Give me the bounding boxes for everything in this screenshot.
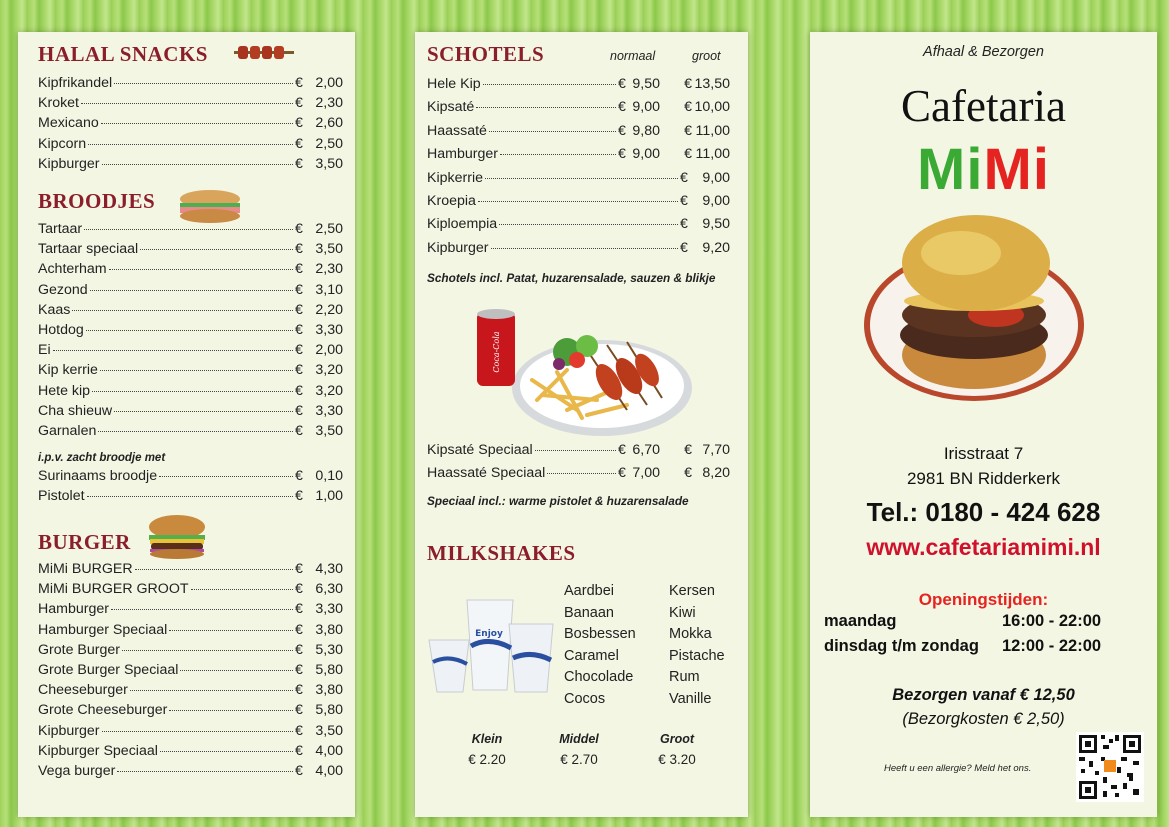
currency-symbol: € (295, 641, 303, 658)
currency-symbol: € (295, 488, 303, 505)
dot-leader (117, 771, 293, 772)
currency-symbol: € (680, 239, 688, 256)
broodjes-title: BROODJES (38, 189, 156, 213)
milkshake-size (539, 732, 619, 767)
dot-leader (160, 751, 293, 752)
schotel-price-big: 7,70 (702, 442, 730, 458)
flavors-left (564, 581, 636, 710)
currency-symbol: € (295, 722, 303, 739)
menu-item (38, 682, 343, 702)
dot-leader (483, 84, 616, 85)
delivery-cost: (Bezorgkosten € 2,50) (902, 710, 1065, 728)
dot-leader (92, 391, 293, 392)
hours-title: Openingstijden: (918, 590, 1049, 609)
menu-item-name: Ei (38, 342, 51, 359)
hours-day: maandag (824, 612, 897, 630)
menu-item-name: Hete kip (38, 382, 91, 399)
milkshake-size (637, 732, 717, 767)
milkshake-size-label: Groot (659, 732, 695, 746)
menu-item-price: 2,00 (315, 342, 343, 359)
menu-item-price: 5,30 (315, 641, 343, 658)
schotel-item (427, 170, 730, 193)
menu-item (38, 95, 343, 115)
brand-letter: M (917, 137, 967, 202)
schotel-price-big: 11,00 (695, 122, 730, 139)
currency-symbol: € (295, 422, 303, 439)
menu-item (38, 723, 343, 743)
dot-leader (102, 164, 293, 165)
schotel-name: Hamburger (427, 146, 498, 163)
menu-item-price: 1,00 (315, 488, 343, 505)
brand-letter: i (966, 137, 984, 202)
milkshake-flavor: Vanille (669, 690, 712, 707)
schotel-name: Hele Kip (427, 76, 481, 92)
broodjes-extras-list (38, 468, 343, 508)
schotel-item (427, 123, 730, 146)
delivery-minimum: Bezorgen vanaf € 12,50 (892, 686, 1075, 704)
dot-leader (547, 473, 616, 474)
burger-title: BURGER (38, 530, 131, 554)
dot-leader (130, 690, 293, 691)
menu-item-name: Hamburger Speciaal (38, 621, 168, 638)
currency-symbol: € (295, 581, 303, 598)
menu-item-price: 6,30 (315, 581, 343, 598)
menu-item-price: 4,00 (315, 742, 343, 759)
dot-leader (86, 330, 293, 331)
dot-leader (535, 450, 616, 451)
currency-symbol: € (295, 95, 303, 112)
schotel-price-normal: 9,50 (632, 76, 660, 92)
city: 2981 BN Ridderkerk (906, 469, 1061, 488)
menu-item-name: Vega burger (38, 762, 116, 779)
menu-item-name: Kipburger (38, 722, 100, 739)
website-link[interactable]: www.cafetariamimi.nl (866, 534, 1101, 560)
schotel-price-big: 8,20 (702, 465, 730, 482)
schotel-item (427, 216, 730, 239)
milkshake-flavor: Banaan (564, 604, 614, 621)
info-panel (810, 32, 1157, 817)
menu-item (38, 342, 343, 362)
dot-leader (100, 370, 293, 371)
halal-snacks-title: HALAL SNACKS (38, 42, 208, 66)
menu-item-name: Kip kerrie (38, 362, 98, 379)
milkshake-size-price: € 3.20 (658, 752, 696, 767)
allergy-note: Heeft u een allergie? Meld het ons. (884, 763, 1032, 774)
milkshake-flavor: Mokka (669, 626, 712, 642)
dot-leader (101, 123, 293, 124)
dot-leader (159, 476, 293, 477)
menu-item-price: 5,80 (315, 702, 343, 719)
flavors-right (669, 581, 725, 710)
milkshake-cups-image (427, 592, 561, 696)
schotel-plate-image (467, 300, 697, 446)
menu-item (38, 423, 343, 443)
menu-item-name: MiMi BURGER (38, 561, 133, 577)
milkshake-flavor: Cocos (564, 690, 606, 707)
menu-item (38, 403, 343, 423)
dot-leader (109, 269, 293, 270)
skewer-icon (232, 42, 296, 64)
schotel-name: Kipsaté Speciaal (427, 442, 533, 458)
can-text: Coca-Cola (492, 331, 501, 373)
menu-item-price: 0,10 (315, 468, 343, 484)
milkshake-flavor: Chocolade (564, 669, 634, 685)
dot-leader (98, 431, 293, 432)
menu-item-name: Cha shieuw (38, 402, 113, 419)
broodjes-note: i.p.v. zacht broodje met (38, 452, 166, 464)
dot-leader (72, 310, 293, 311)
menu-item (38, 642, 343, 662)
dot-leader (111, 609, 293, 610)
currency-symbol: € (295, 301, 303, 318)
currency-symbol: € (295, 762, 303, 779)
currency-symbol: € (295, 621, 303, 638)
currency-symbol: € (295, 281, 303, 298)
currency-symbol: € (295, 321, 303, 338)
milkshake-flavor: Aardbei (564, 583, 614, 599)
menu-item-price: 3,50 (315, 155, 343, 172)
milkshake-size (447, 732, 527, 767)
menu-item-name: MiMi BURGER GROOT (38, 581, 189, 598)
schotels-panel (415, 32, 748, 817)
milkshake-flavor: Pistache (669, 647, 725, 664)
currency-symbol: € (295, 241, 303, 258)
schotel-name: Kipsaté (427, 99, 475, 116)
currency-symbol: € (680, 192, 688, 209)
dot-leader (90, 290, 293, 291)
menu-item-name: Kipburger (38, 155, 100, 172)
dot-leader (135, 569, 293, 570)
menu-item-name: Garnalen (38, 422, 97, 439)
phone-number[interactable]: Tel.: 0180 - 424 628 (866, 497, 1101, 527)
menu-item (38, 702, 343, 722)
menu-item (38, 362, 343, 382)
menu-item-name: Hamburger (38, 601, 109, 618)
schotel-item (427, 146, 730, 169)
milkshake-flavor: Kersen (669, 583, 715, 599)
menu-item-price: 3,50 (315, 722, 343, 739)
burger-plate-image (856, 205, 1086, 405)
currency-symbol: € (680, 169, 688, 186)
schotel-price-big: 9,00 (702, 169, 730, 186)
currency-symbol: € (295, 115, 303, 132)
menu-item-name: Surinaams broodje (38, 468, 158, 484)
dot-leader (88, 144, 293, 145)
dot-leader (84, 229, 293, 230)
schotel-price-big: 13,50 (694, 76, 730, 92)
currency-symbol: € (295, 135, 303, 152)
col-normal-label: normaal (610, 49, 656, 63)
currency-symbol: € (618, 442, 626, 458)
menu-item-name: Grote Burger (38, 641, 121, 658)
currency-symbol: € (684, 465, 692, 482)
menu-item-name: Kroket (38, 95, 80, 112)
menu-item-price: 3,30 (315, 321, 343, 338)
burger-icon (144, 514, 210, 560)
menu-item (38, 241, 343, 261)
menu-item-price: 3,30 (315, 402, 343, 419)
menu-item-name: Gezond (38, 281, 88, 298)
dot-leader (53, 350, 293, 351)
menu-item (38, 622, 343, 642)
currency-symbol: € (295, 155, 303, 172)
menu-item (38, 115, 343, 135)
currency-symbol: € (295, 702, 303, 719)
schotel-price-big: 11,00 (695, 146, 730, 163)
currency-symbol: € (295, 402, 303, 419)
special-schotels-list (427, 442, 730, 489)
currency-symbol: € (295, 75, 303, 91)
schotel-name: Kipkerrie (427, 169, 483, 186)
menu-item (38, 763, 343, 783)
menu-item-price: 5,80 (315, 661, 343, 678)
dot-leader (489, 131, 616, 132)
currency-symbol: € (618, 465, 626, 482)
schotels-note: Schotels incl. Patat, huzarensalade, sauzen & blikje (427, 271, 716, 285)
currency-symbol: € (684, 122, 692, 139)
menu-item-name: Tartaar (38, 221, 83, 237)
menu-item (38, 383, 343, 403)
brand-letter: i (1032, 137, 1050, 202)
menu-item (38, 468, 343, 488)
milkshake-flavor: Rum (669, 669, 700, 685)
burger-list (38, 561, 343, 783)
dot-leader (114, 83, 293, 84)
currency-symbol: € (618, 76, 626, 92)
currency-symbol: € (295, 601, 303, 618)
menu-item-name: Hotdog (38, 321, 84, 338)
currency-symbol: € (680, 216, 688, 233)
menu-item-name: Mexicano (38, 115, 99, 132)
dot-leader (491, 248, 678, 249)
milkshake-size-price: € 2.20 (468, 752, 506, 767)
menu-item-name: Kipcorn (38, 135, 87, 152)
snacks-panel (18, 32, 355, 817)
menu-item (38, 302, 343, 322)
hours-time: 12:00 - 22:00 (1002, 637, 1102, 655)
menu-item-name: Grote Cheeseburger (38, 702, 168, 719)
menu-item-price: 2,30 (315, 261, 343, 278)
currency-symbol: € (295, 561, 303, 577)
menu-item-price: 3,10 (315, 281, 343, 298)
halal-snacks-list (38, 75, 343, 176)
currency-symbol: € (295, 742, 303, 759)
menu-item (38, 156, 343, 176)
currency-symbol: € (684, 146, 692, 163)
menu-item (38, 662, 343, 682)
menu-item-price: 3,20 (315, 362, 343, 379)
schotel-price-normal: 6,70 (632, 442, 660, 458)
menu-item (38, 601, 343, 621)
currency-symbol: € (618, 146, 626, 163)
dot-leader (476, 107, 616, 108)
currency-symbol: € (618, 122, 626, 139)
schotel-name: Haassaté Speciaal (427, 465, 546, 482)
menu-item-price: 2,60 (315, 115, 343, 132)
milkshake-size-label: Klein (471, 732, 503, 746)
schotel-name: Kipburger (427, 239, 489, 256)
menu-item-price: 3,50 (315, 422, 343, 439)
menu-item-price: 3,30 (315, 601, 343, 618)
currency-symbol: € (618, 99, 626, 116)
currency-symbol: € (684, 442, 692, 458)
menu-item-name: Achterham (38, 261, 107, 278)
menu-item (38, 136, 343, 156)
menu-item (38, 75, 343, 95)
schotel-name: Kroepia (427, 192, 476, 209)
menu-item (38, 261, 343, 281)
dot-leader (191, 589, 293, 590)
currency-symbol: € (295, 342, 303, 359)
menu-item-name: Kaas (38, 301, 71, 318)
street: Irisstraat 7 (943, 444, 1024, 463)
brand-logo (810, 136, 1157, 203)
menu-item-price: 4,30 (315, 561, 343, 577)
schotel-item (427, 465, 730, 488)
currency-symbol: € (295, 261, 303, 278)
dot-leader (122, 650, 293, 651)
dot-leader (180, 670, 293, 671)
milkshake-flavor: Kiwi (669, 604, 696, 621)
schotel-price-big: 9,00 (702, 192, 730, 209)
dot-leader (499, 224, 678, 225)
schotel-price-normal: 7,00 (632, 465, 660, 482)
dot-leader (140, 249, 293, 250)
dot-leader (478, 201, 678, 202)
milkshake-flavor: Caramel (564, 647, 619, 664)
schotel-price-normal: 9,00 (632, 146, 660, 163)
cafetaria-name: Cafetaria (901, 81, 1066, 131)
schotel-price-big: 9,50 (702, 216, 730, 233)
menu-item (38, 581, 343, 601)
currency-symbol: € (684, 99, 692, 116)
menu-item (38, 322, 343, 342)
dot-leader (114, 411, 293, 412)
currency-symbol: € (295, 221, 303, 237)
dot-leader (87, 496, 293, 497)
dot-leader (169, 630, 293, 631)
menu-item-price: 2,50 (315, 221, 343, 237)
menu-item (38, 561, 343, 581)
milkshake-flavor: Bosbessen (564, 626, 636, 642)
menu-item-price: 2,30 (315, 95, 343, 112)
schotel-price-big: 9,20 (702, 239, 730, 256)
schotel-item (427, 240, 730, 263)
schotels-list (427, 76, 730, 263)
menu-item-name: Kipburger Speciaal (38, 742, 158, 759)
broodjes-list (38, 221, 343, 443)
schotel-item (427, 193, 730, 216)
dot-leader (500, 154, 616, 155)
menu-item-name: Pistolet (38, 488, 85, 505)
menu-item-price: 3,50 (315, 241, 343, 258)
milkshake-size-label: Middel (559, 732, 599, 746)
schotel-price-normal: 9,00 (632, 99, 660, 116)
currency-symbol: € (295, 661, 303, 678)
menu-item-name: Grote Burger Speciaal (38, 661, 179, 678)
hours-day: dinsdag t/m zondag (824, 637, 979, 655)
qr-code-icon[interactable] (1076, 732, 1144, 802)
schotel-name: Haassaté (427, 122, 487, 139)
schotel-item (427, 99, 730, 122)
dot-leader (485, 178, 678, 179)
menu-item-name: Kipfrikandel (38, 75, 113, 91)
currency-symbol: € (295, 682, 303, 699)
dot-leader (169, 710, 293, 711)
schotel-item (427, 442, 730, 465)
menu-item-price: 2,50 (315, 135, 343, 152)
menu-item (38, 282, 343, 302)
schotels-title: SCHOTELS (427, 42, 545, 66)
brand-letter: M (983, 137, 1033, 202)
milkshake-size-price: € 2.70 (560, 752, 598, 767)
schotel-price-big: 10,00 (694, 99, 730, 116)
menu-item-price: 3,20 (315, 382, 343, 399)
menu-item-name: Tartaar speciaal (38, 241, 139, 258)
menu-item (38, 743, 343, 763)
schotel-item (427, 76, 730, 99)
currency-symbol: € (295, 382, 303, 399)
menu-item-price: 4,00 (315, 762, 343, 779)
menu-item-price: 2,20 (315, 301, 343, 318)
currency-symbol: € (295, 362, 303, 379)
menu-item-name: Cheeseburger (38, 682, 128, 699)
menu-item-price: 2,00 (315, 75, 343, 91)
tagline: Afhaal & Bezorgen (923, 44, 1044, 60)
col-big-label: groot (692, 49, 721, 63)
special-note: Speciaal incl.: warme pistolet & huzarensalade (427, 494, 689, 508)
schotel-name: Kiploempia (427, 216, 498, 233)
milkshakes-title: MILKSHAKES (427, 541, 576, 565)
schotel-price-normal: 9,80 (632, 122, 660, 139)
dot-leader (102, 731, 293, 732)
cup-text: Enjoy (475, 629, 503, 639)
currency-symbol: € (684, 76, 692, 92)
menu-item (38, 488, 343, 508)
hours-time: 16:00 - 22:00 (1002, 612, 1102, 630)
currency-symbol: € (295, 468, 303, 484)
menu-item-price: 3,80 (315, 682, 343, 699)
menu-item (38, 221, 343, 241)
sandwich-icon (176, 189, 244, 225)
menu-item-price: 3,80 (315, 621, 343, 638)
dot-leader (81, 103, 293, 104)
